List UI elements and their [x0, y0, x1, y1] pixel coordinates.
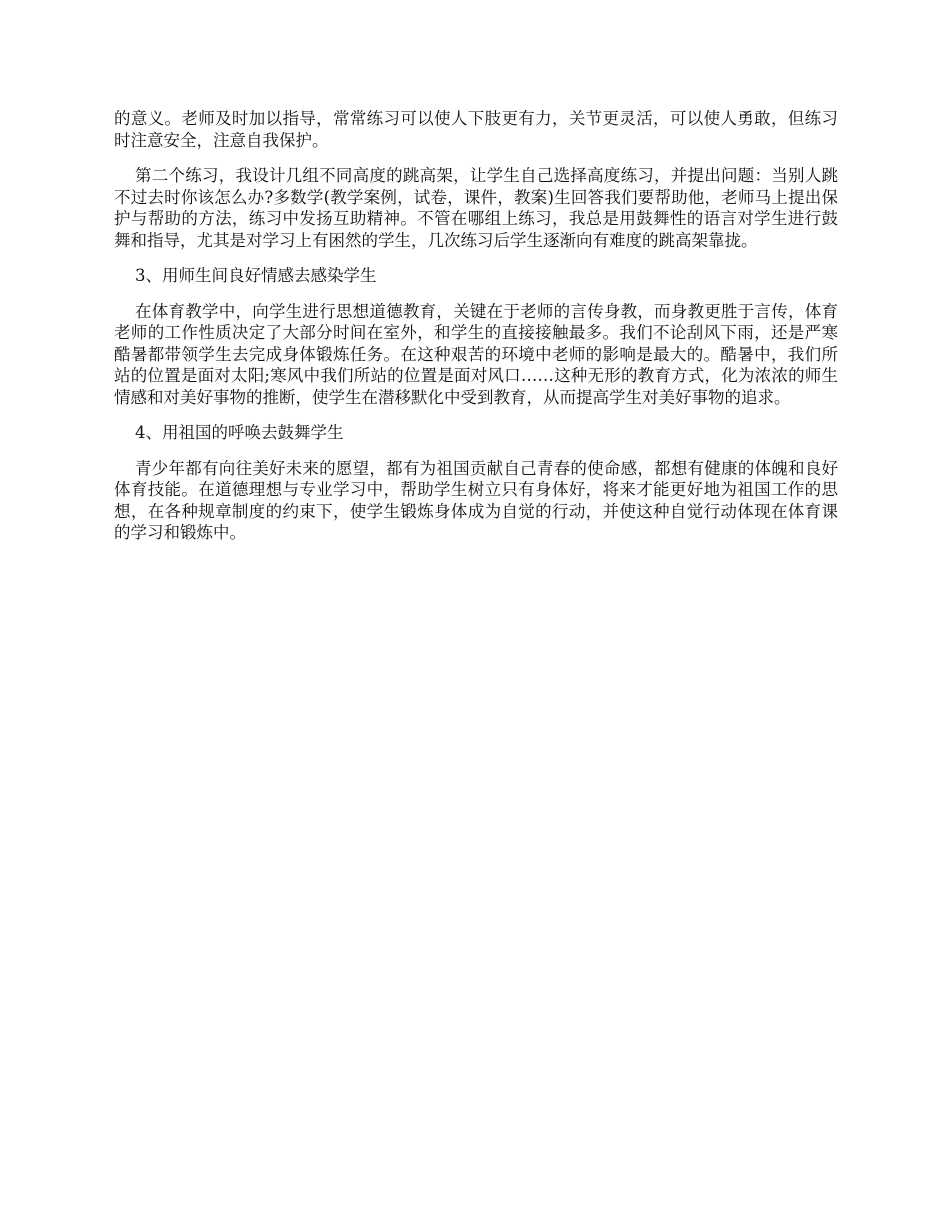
paragraph-second-exercise: 第二个练习，我设计几组不同高度的跳高架，让学生自己选择高度练习，并提出问题：当别人跳不过去时你该怎么办?多数学(教学案例，试卷，课件，教案)生回答我们要帮助他，老师马上提出保护与帮助的方法，练习中发扬互助精神。不管在哪组上练习，我总是用鼓舞性的语言对学生进行鼓舞和指导，尤其是对学习上有困然的学生，几次练习后学生逐渐向有难度的跳高架靠拢。 — [114, 166, 838, 250]
paragraph-motherland-call: 青少年都有向往美好未来的愿望，都有为祖国贡献自己青春的使命感，都想有健康的体魄和良好体育技能。在道德理想与专业学习中，帮助学生树立只有身体好，将来才能更好地为祖国工作的思想，在各种规章制度的约束下，使学生锻炼身体成为自觉的行动，并使这种自觉行动体现在体育课的学习和锻炼中。 — [114, 458, 838, 542]
paragraph-continuation: 的意义。老师及时加以指导，常常练习可以使人下肢更有力，关节更灵活，可以使人勇敢，但练习时注意安全，注意自我保护。 — [114, 109, 838, 150]
section-heading-3: 3、用师生间良好情感去感染学生 — [134, 266, 377, 285]
paragraph-teacher-emotion: 在体育教学中，向学生进行思想道德教育，关键在于老师的言传身教，而身教更胜于言传，体育老师的工作性质决定了大部分时间在室外，和学生的直接接触最多。我们不论刮风下雨，还是严寒酷暑都带领学生去完成身体锻炼任务。在这种艰苦的环境中老师的影响是最大的。酷暑中，我们所站的位置是面对太阳;寒风中我们所站的位置是面对风口……这种无形的教育方式，化为浓浓的师生情感和对美好事物的推断，使学生在潜移默化中受到教育，从而提高学生对美好事物的追求。 — [114, 301, 838, 407]
document-page — [114, 108, 838, 558]
section-heading-4: 4、用祖国的呼唤去鼓舞学生 — [134, 423, 344, 442]
